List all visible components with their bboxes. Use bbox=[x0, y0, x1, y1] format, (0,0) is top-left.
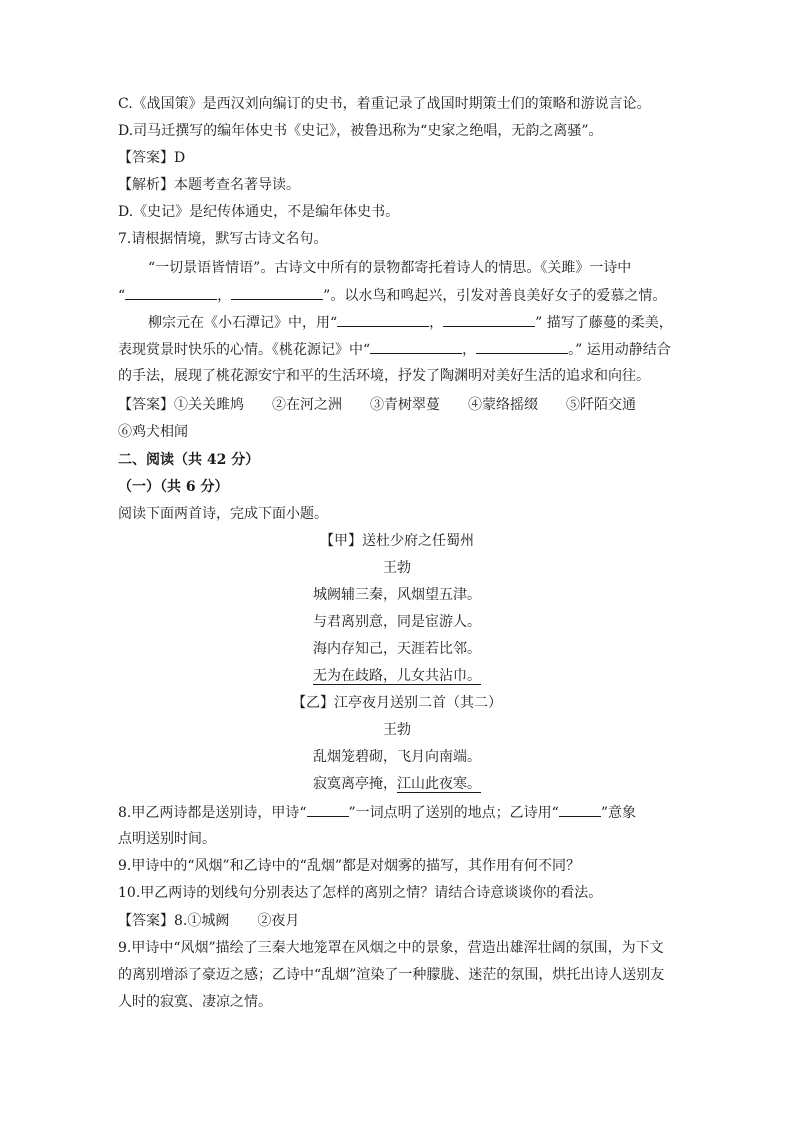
answer-9-line3: 人时的寂寞、凄凉之情。 bbox=[118, 994, 272, 1010]
poem-a-line-4: 无为在歧路，儿女共沾巾。 bbox=[313, 668, 481, 684]
blank-1 bbox=[125, 285, 217, 300]
reading-instruction: 阅读下面两首诗，完成下面小题。 bbox=[118, 506, 328, 522]
question-9: 9.甲诗中的“风烟”和乙诗中的“乱烟”都是对烟雾的描写，其作用有何不同？ bbox=[118, 858, 580, 874]
question-7: 7.请根据情境，默写古诗文名句。 bbox=[118, 231, 328, 247]
question-8-line1: 8.甲乙两诗都是送别诗，甲诗“ ”一词点明了送别的地点；乙诗用“ ”意象 bbox=[118, 802, 636, 823]
poem-a-line-1: 城阙辅三秦，风烟望五津。 bbox=[313, 587, 481, 603]
analysis-6-detail: D.《史记》是纪传体通史，不是编年体史书。 bbox=[118, 204, 400, 220]
question-7-para2-line3: 的手法，展现了桃花源安宁和平的生活环境，抒发了陶渊明对美好生活的追求和向往。 bbox=[118, 368, 650, 384]
poem-a-author: 王勃 bbox=[383, 560, 411, 576]
blank-3 bbox=[337, 312, 429, 327]
poem-a-title: 【甲】送杜少府之任蜀州 bbox=[320, 533, 474, 549]
blank-5 bbox=[370, 339, 462, 354]
answer-9-line1: 9.甲诗中“风烟”描绘了三秦大地笼罩在风烟之中的景象，营造出雄浑壮阔的氛围，为下文 bbox=[118, 940, 664, 956]
poem-b-author: 王勃 bbox=[383, 722, 411, 738]
question-7-para2-line1: 柳宗元在《小石潭记》中，用“ ， ” 描写了藤蔓的柔美， bbox=[148, 312, 673, 333]
option-c: C.《战国策》是西汉刘向编订的史书，着重记录了战国时期策士们的策略和游说言论。 bbox=[118, 96, 651, 112]
subsection-1-heading: （一）（共 6 分） bbox=[118, 479, 229, 495]
blank-6 bbox=[476, 339, 568, 354]
poem-a-line-2: 与君离别意，同是宦游人。 bbox=[313, 614, 481, 630]
blank-8 bbox=[559, 802, 601, 817]
answer-8: 【答案】8.①城阙 ②夜月 bbox=[118, 913, 300, 929]
answer-7: 【答案】①关关雎鸠 ②在河之洲 ③青树翠蔓 ④蒙络摇缀 ⑤阡陌交通 bbox=[118, 397, 636, 413]
poem-b-line-1: 乱烟笼碧砌，飞月向南端。 bbox=[313, 749, 481, 765]
option-d: D.司马迁撰写的编年体史书《史记》，被鲁迅称为“史家之绝唱，无韵之离骚”。 bbox=[118, 123, 603, 139]
blank-7 bbox=[307, 802, 349, 817]
question-7-para2-line2: 表现赏景时快乐的心情。《桃花源记》中“ ， 。” 运用动静结合 bbox=[118, 339, 671, 360]
answer-7-item6: ⑥鸡犬相闻 bbox=[118, 424, 188, 440]
poem-b-line-2: 寂寞离亭掩，江山此夜寒。 bbox=[313, 776, 481, 792]
answer-9-line2: 的离别增添了豪迈之感；乙诗中“乱烟”渲染了一种朦胧、迷茫的氛围，烘托出诗人送别友 bbox=[118, 967, 665, 983]
poem-a-line-3: 海内存知己，天涯若比邻。 bbox=[313, 641, 481, 657]
question-7-para1-line2: “ ， ”。以水鸟和鸣起兴，引发对善良美好女子的爱慕之情。 bbox=[118, 285, 666, 306]
analysis-6: 【解析】本题考查名著导读。 bbox=[118, 177, 300, 193]
answer-6: 【答案】D bbox=[118, 150, 186, 166]
question-10: 10.甲乙两诗的划线句分别表达了怎样的离别之情？请结合诗意谈谈你的看法。 bbox=[118, 885, 603, 901]
section-2-heading: 二、阅读（共 42 分） bbox=[118, 452, 260, 468]
poem-b-title: 【乙】江亭夜月送别二首（其二） bbox=[292, 695, 502, 711]
blank-2 bbox=[231, 285, 323, 300]
blank-4 bbox=[443, 312, 535, 327]
question-8-line2: 点明送别时间。 bbox=[118, 831, 216, 847]
question-7-para1-line1: “一切景语皆情语”。古诗文中所有的景物都寄托着诗人的情思。《关雎》一诗中 bbox=[148, 260, 632, 276]
